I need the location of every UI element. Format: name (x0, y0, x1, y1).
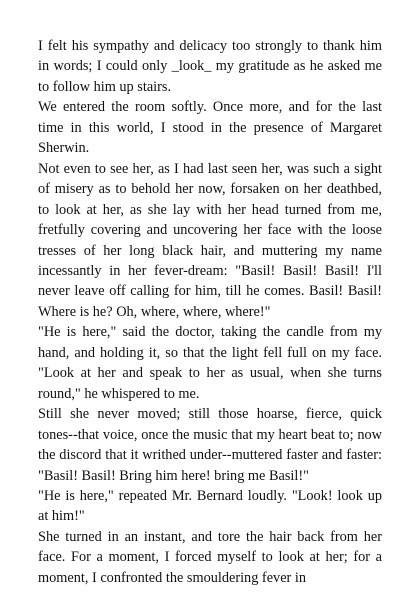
paragraph-bernard: "He is here," repeated Mr. Bernard loudly. "Look! look up at him!" (38, 487, 382, 525)
paragraph-entered-room: We entered the room softly. Once more, and for the last time in this world, I stood in the presence of Margaret Sherwin. (38, 99, 382, 157)
book-page (38, 36, 382, 588)
paragraph-doctor: "He is here," said the doctor, taking the candle from my hand, and holding it, so that the light fell full on my face. "Look at her and speak to her as usual, when she turns round," he whispered to me. (38, 324, 382, 402)
paragraph-never-moved: Still she never moved; still those hoarse, fierce, quick tones--that voice, once the music that my heart beat to; now the discord that it writhed under--muttered faster and faster: "Basil! Basil! Bring him here! bring me Basil!" (38, 406, 382, 484)
paragraph-deathbed: Not even to see her, as I had last seen her, was such a sight of misery as to behold her now, forsaken on her deathbed, to look at her, as she lay with her head turned from me, fretfully covering and uncovering her face with the loose tresses of her long black hair, and muttering my name incessantly in her fever-dream: "Basil! Basil! Basil! I'll never leave off calling for him, till he comes. Basil! Basil! Where is he? Oh, where, where, where!" (38, 160, 382, 320)
paragraph-gratitude: I felt his sympathy and delicacy too strongly to thank him in words; I could only _look_ my gratitude as he asked me to follow him up stairs. (38, 38, 382, 95)
paragraph-turned: She turned in an instant, and tore the hair back from her face. For a moment, I forced myself to look at her; for a moment, I confronted the smouldering fever in (38, 528, 382, 586)
